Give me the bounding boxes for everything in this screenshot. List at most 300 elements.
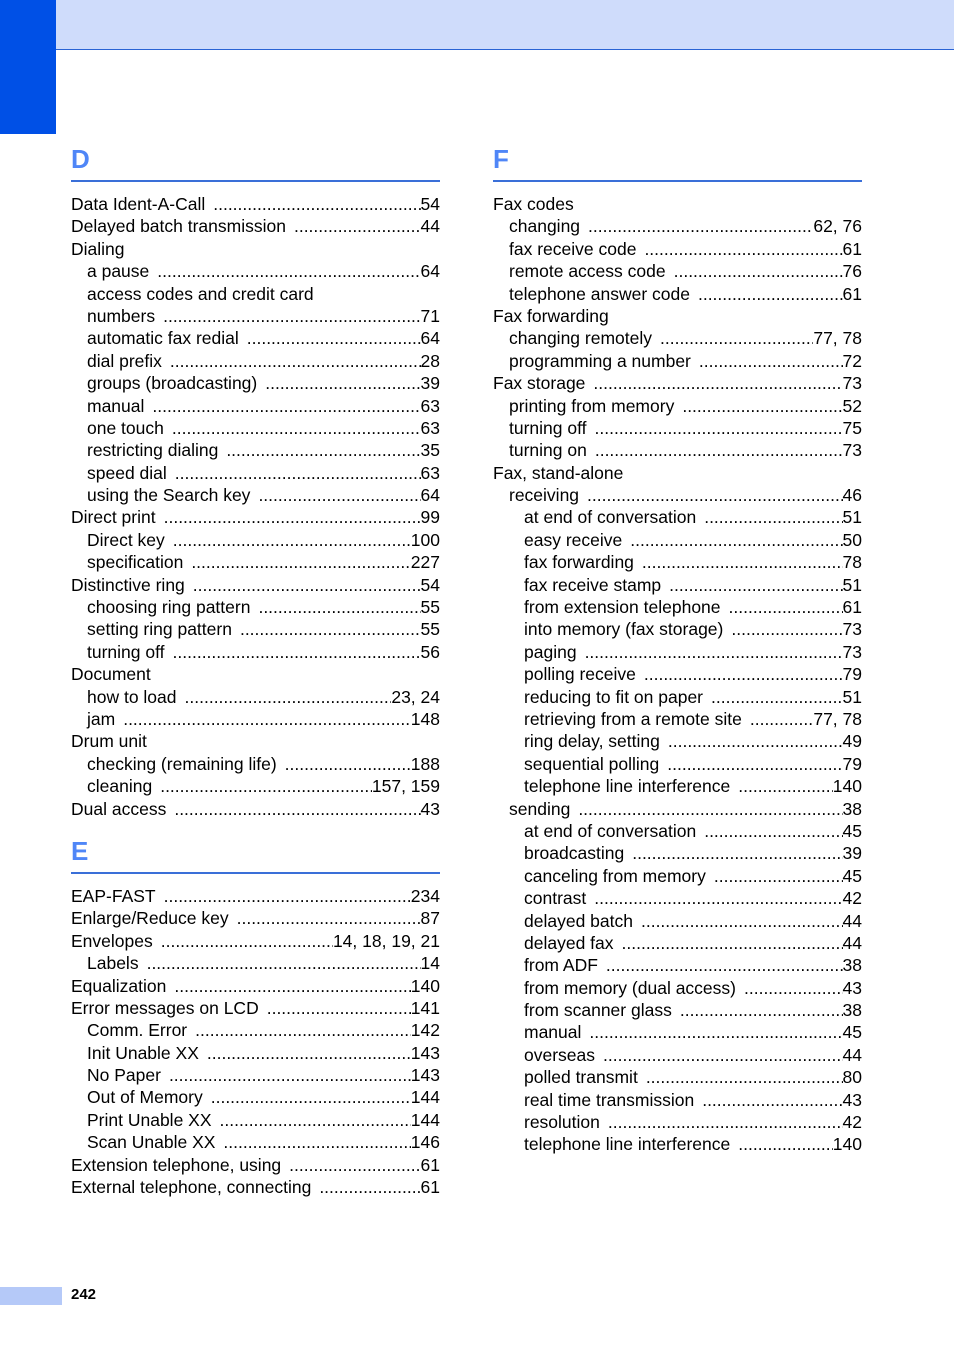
index-entry	[71, 574, 440, 596]
dot-leader	[211, 1086, 411, 1108]
page-reference[interactable]: 28	[420, 350, 440, 371]
page-reference[interactable]: 73	[842, 440, 862, 461]
index-entry	[71, 775, 440, 797]
page-reference[interactable]: 64	[420, 261, 440, 282]
index-entry	[71, 484, 440, 506]
index-term: contrast	[524, 888, 587, 909]
index-term: broadcasting	[524, 843, 625, 864]
page-reference[interactable]: 61	[842, 597, 862, 618]
index-entry	[71, 730, 440, 752]
index-entry	[493, 708, 862, 730]
index-term: turning off	[509, 417, 587, 438]
index-entry	[493, 999, 862, 1021]
page-reference[interactable]: 71	[420, 305, 440, 326]
dot-leader	[258, 484, 420, 506]
dot-leader	[603, 1044, 843, 1066]
dot-leader	[265, 372, 420, 394]
index-entry	[71, 439, 440, 461]
index-entry	[493, 395, 862, 417]
index-term: one touch	[87, 417, 164, 438]
page-reference[interactable]: 80	[842, 1067, 862, 1088]
index-term: a pause	[87, 261, 150, 282]
dot-leader	[195, 1019, 411, 1041]
index-entry	[493, 506, 862, 528]
index-entry	[71, 1019, 440, 1041]
dot-leader	[642, 551, 843, 573]
index-entry	[493, 1133, 862, 1155]
dot-leader	[668, 730, 843, 752]
page-reference[interactable]: 50	[842, 529, 862, 550]
page-reference[interactable]: 45	[842, 865, 862, 886]
dot-leader	[594, 887, 842, 909]
dot-leader	[680, 999, 843, 1021]
dot-leader	[193, 574, 421, 596]
index-term: Scan Unable XX	[87, 1132, 216, 1153]
dot-leader	[175, 462, 421, 484]
page-reference[interactable]: 63	[420, 417, 440, 438]
dot-leader	[699, 350, 843, 372]
page-reference[interactable]: 42	[842, 888, 862, 909]
index-term: automatic fax redial	[87, 328, 239, 349]
index-term: Direct key	[87, 529, 165, 550]
index-term: groups (broadcasting)	[87, 373, 258, 394]
page-reference[interactable]: 44	[842, 910, 862, 931]
page-reference[interactable]: 144	[410, 1109, 440, 1130]
dot-leader	[608, 1111, 843, 1133]
index-entry	[71, 975, 440, 997]
index-term: changing remotely	[509, 328, 652, 349]
index-section-header	[71, 832, 440, 874]
dot-leader	[593, 372, 842, 394]
index-column-right	[493, 140, 862, 1156]
index-term: EAP-FAST	[71, 885, 156, 906]
index-entry	[71, 686, 440, 708]
page-reference[interactable]: 73	[842, 373, 862, 394]
index-entry	[71, 1086, 440, 1108]
index-term: Fax storage	[493, 373, 586, 394]
page-reference[interactable]: 100	[410, 529, 440, 550]
index-entry	[493, 193, 862, 215]
index-entry	[493, 350, 862, 372]
index-entry	[71, 283, 440, 305]
dot-leader	[157, 260, 420, 282]
dot-leader	[319, 1176, 420, 1198]
page-reference[interactable]: 76	[842, 261, 862, 282]
page-reference[interactable]: 148	[410, 708, 440, 729]
dot-leader	[622, 932, 843, 954]
dot-leader	[644, 238, 842, 260]
page-reference[interactable]: 72	[842, 350, 862, 371]
index-term: from extension telephone	[524, 597, 721, 618]
index-entry	[493, 910, 862, 932]
page-reference[interactable]: 140	[832, 1134, 862, 1155]
index-entry	[493, 753, 862, 775]
index-term: receiving	[509, 485, 580, 506]
index-entry	[493, 686, 862, 708]
index-term: Distinctive ring	[71, 574, 185, 595]
index-term: ring delay, setting	[524, 731, 660, 752]
index-term: Equalization	[71, 975, 167, 996]
page-reference[interactable]: 146	[410, 1132, 440, 1153]
index-entry	[71, 462, 440, 484]
page-reference[interactable]: 49	[842, 731, 862, 752]
index-entry	[493, 977, 862, 999]
index-term: from scanner glass	[524, 1000, 672, 1021]
index-entry	[493, 954, 862, 976]
index-term: checking (remaining life)	[87, 753, 277, 774]
page-reference[interactable]: 14, 18, 19, 21	[332, 930, 440, 951]
index-term: delayed batch	[524, 910, 633, 931]
index-entry	[493, 1089, 862, 1111]
index-term: Fax, stand-alone	[493, 462, 624, 483]
index-entry	[493, 842, 862, 864]
index-term: programming a number	[509, 350, 691, 371]
index-term: how to load	[87, 686, 177, 707]
dot-leader	[226, 439, 420, 461]
index-entry	[71, 395, 440, 417]
dot-leader	[585, 641, 843, 663]
page-reference[interactable]: 43	[842, 1089, 862, 1110]
page-reference[interactable]: 38	[842, 955, 862, 976]
page-reference[interactable]: 63	[420, 395, 440, 416]
dot-leader	[160, 775, 372, 797]
dot-leader	[247, 327, 421, 349]
index-term: restricting dialing	[87, 440, 219, 461]
index-term: at end of conversation	[524, 507, 697, 528]
index-entry	[71, 1042, 440, 1064]
index-entry	[71, 997, 440, 1019]
dot-leader	[738, 1133, 833, 1155]
index-entry	[71, 663, 440, 685]
index-term: manual	[87, 395, 145, 416]
dot-leader	[172, 417, 421, 439]
page-reference[interactable]: 38	[842, 798, 862, 819]
index-entry	[71, 238, 440, 260]
page-reference[interactable]: 44	[420, 216, 440, 237]
page-reference[interactable]: 54	[420, 574, 440, 595]
page-reference[interactable]: 87	[420, 908, 440, 929]
index-entry	[71, 1154, 440, 1176]
page-reference[interactable]: 14	[420, 953, 440, 974]
page-reference[interactable]: 78	[842, 552, 862, 573]
page-reference[interactable]: 55	[420, 619, 440, 640]
dot-leader	[698, 283, 843, 305]
index-term: Enlarge/Reduce key	[71, 908, 229, 929]
index-term: Data Ident-A-Call	[71, 194, 206, 214]
page-reference[interactable]: 42	[842, 1112, 862, 1133]
footer-page-band	[0, 1287, 62, 1305]
index-entry	[493, 618, 862, 640]
index-term: using the Search key	[87, 485, 251, 506]
section-letter: E	[71, 835, 89, 866]
dot-leader	[674, 260, 843, 282]
index-term: polled transmit	[524, 1067, 638, 1088]
dot-leader	[164, 506, 421, 528]
index-entry	[71, 1064, 440, 1086]
dot-leader	[731, 618, 842, 640]
index-term: numbers	[87, 305, 156, 326]
index-term: setting ring pattern	[87, 619, 232, 640]
index-entry	[493, 551, 862, 573]
index-entry	[493, 372, 862, 394]
page-reference[interactable]: 73	[842, 619, 862, 640]
index-entry	[493, 1021, 862, 1043]
dot-leader	[714, 865, 843, 887]
dot-leader	[750, 708, 813, 730]
index-term: easy receive	[524, 529, 623, 550]
index-entry	[493, 1111, 862, 1133]
index-term: speed dial	[87, 462, 167, 483]
index-term: jam	[87, 708, 116, 729]
dot-leader	[632, 842, 842, 864]
index-term: polling receive	[524, 664, 636, 685]
dot-leader	[285, 753, 411, 775]
section-gap	[71, 820, 440, 832]
index-entry	[493, 798, 862, 820]
index-term: Dialing	[71, 238, 125, 259]
dot-leader	[174, 975, 410, 997]
section-letter: F	[493, 144, 509, 174]
page-reference[interactable]: 64	[420, 328, 440, 349]
index-term: access codes and credit card	[87, 283, 314, 304]
dot-leader	[164, 885, 411, 907]
index-term: Fax codes	[493, 194, 574, 214]
index-entry	[493, 730, 862, 752]
dot-leader	[660, 327, 813, 349]
index-term: Envelopes	[71, 930, 153, 951]
index-term: External telephone, connecting	[71, 1177, 312, 1198]
index-entry	[71, 260, 440, 282]
page-reference[interactable]: 44	[842, 1044, 862, 1065]
index-entry	[493, 238, 862, 260]
page-reference[interactable]: 39	[420, 373, 440, 394]
page-reference[interactable]: 61	[842, 283, 862, 304]
index-entry	[493, 1066, 862, 1088]
dot-leader	[595, 417, 843, 439]
index-term: changing	[509, 216, 581, 237]
index-term: retrieving from a remote site	[524, 708, 742, 729]
dot-leader	[169, 1064, 411, 1086]
index-entry	[493, 775, 862, 797]
index-entry	[71, 641, 440, 663]
page-reference[interactable]: 61	[842, 238, 862, 259]
page-reference[interactable]: 75	[842, 417, 862, 438]
dot-leader	[702, 1089, 842, 1111]
dot-leader	[667, 753, 842, 775]
index-entry	[71, 551, 440, 573]
page-reference[interactable]: 43	[842, 977, 862, 998]
page-reference[interactable]: 64	[420, 485, 440, 506]
page-reference[interactable]: 79	[842, 664, 862, 685]
dot-leader	[589, 1021, 842, 1043]
index-entry	[493, 1044, 862, 1066]
index-term: Fax forwarding	[493, 305, 609, 326]
index-column-left	[71, 140, 440, 1198]
page-reference[interactable]: 73	[842, 641, 862, 662]
index-term: specification	[87, 552, 184, 573]
index-term: fax forwarding	[524, 552, 634, 573]
index-term: No Paper	[87, 1065, 161, 1086]
dot-leader	[644, 663, 843, 685]
page-reference[interactable]: 188	[410, 753, 440, 774]
dot-leader	[240, 618, 421, 640]
index-entry	[71, 305, 440, 327]
dot-leader	[711, 686, 843, 708]
dot-leader	[147, 952, 421, 974]
index-section-header	[493, 140, 862, 182]
page-reference[interactable]: 61	[420, 1154, 440, 1175]
index-term: printing from memory	[509, 395, 675, 416]
page-reference[interactable]: 141	[410, 997, 440, 1018]
index-term: remote access code	[509, 261, 666, 282]
dot-leader	[641, 910, 843, 932]
page-reference[interactable]: 234	[410, 885, 440, 906]
index-entry	[71, 885, 440, 907]
index-entry	[493, 260, 862, 282]
chapter-tab-marker	[0, 0, 56, 134]
page-reference[interactable]: 144	[410, 1087, 440, 1108]
index-term: Labels	[87, 953, 139, 974]
index-term: Drum unit	[71, 731, 147, 752]
index-term: Error messages on LCD	[71, 997, 259, 1018]
dot-leader	[630, 529, 842, 551]
page-reference[interactable]: 227	[410, 552, 440, 573]
dot-leader	[170, 350, 421, 372]
index-entry	[71, 417, 440, 439]
index-entry	[71, 618, 440, 640]
page-reference[interactable]: 77, 78	[813, 328, 862, 349]
header-band	[0, 0, 954, 50]
page-reference[interactable]: 77, 78	[813, 708, 862, 729]
dot-leader	[173, 529, 411, 551]
page-reference[interactable]: 52	[842, 395, 862, 416]
page-reference[interactable]: 56	[420, 641, 440, 662]
index-term: at end of conversation	[524, 820, 697, 841]
dot-leader	[669, 574, 842, 596]
index-term: into memory (fax storage)	[524, 619, 724, 640]
index-term: manual	[524, 1022, 582, 1043]
dot-leader	[294, 215, 421, 237]
dot-leader	[682, 395, 842, 417]
page-reference[interactable]: 39	[842, 843, 862, 864]
index-term: canceling from memory	[524, 865, 706, 886]
page-reference[interactable]: 23, 24	[391, 686, 440, 707]
index-entry	[493, 596, 862, 618]
index-entry	[493, 484, 862, 506]
index-term: overseas	[524, 1044, 596, 1065]
page-reference[interactable]: 45	[842, 1022, 862, 1043]
index-term: resolution	[524, 1112, 600, 1133]
index-entry	[71, 193, 440, 215]
dot-leader	[123, 708, 411, 730]
section-letter: D	[71, 144, 90, 174]
page-reference[interactable]: 51	[842, 686, 862, 707]
index-term: dial prefix	[87, 350, 162, 371]
dot-leader	[191, 551, 410, 573]
index-term: Init Unable XX	[87, 1042, 199, 1063]
page-reference[interactable]: 43	[420, 798, 440, 819]
index-entry	[493, 305, 862, 327]
index-entry	[71, 753, 440, 775]
index-section-header	[71, 140, 440, 182]
page-reference[interactable]: 143	[410, 1065, 440, 1086]
page-reference[interactable]: 51	[842, 574, 862, 595]
dot-leader	[606, 954, 843, 976]
page-reference[interactable]: 142	[410, 1020, 440, 1041]
index-entry	[71, 1109, 440, 1131]
index-entry	[493, 865, 862, 887]
dot-leader	[646, 1066, 843, 1088]
page-reference[interactable]: 157, 159	[371, 776, 440, 797]
page-reference[interactable]: 63	[420, 462, 440, 483]
dot-leader	[744, 977, 843, 999]
index-entry	[71, 1131, 440, 1153]
index-term: Out of Memory	[87, 1087, 203, 1108]
index-term: telephone line interference	[524, 776, 731, 797]
page-reference[interactable]: 54	[420, 194, 440, 214]
index-term: Extension telephone, using	[71, 1154, 282, 1175]
dot-leader	[163, 305, 420, 327]
page-reference[interactable]: 44	[842, 932, 862, 953]
index-entry	[493, 327, 862, 349]
page-reference[interactable]: 140	[832, 776, 862, 797]
index-term: real time transmission	[524, 1089, 695, 1110]
dot-leader	[258, 596, 420, 618]
index-entry	[493, 283, 862, 305]
page-reference[interactable]: 51	[842, 507, 862, 528]
index-entry	[493, 820, 862, 842]
dot-leader	[174, 798, 420, 820]
page-number: 242	[71, 1286, 97, 1303]
page-reference[interactable]: 45	[842, 820, 862, 841]
page-reference[interactable]: 62, 76	[813, 216, 862, 237]
index-entry	[493, 439, 862, 461]
dot-leader	[207, 1042, 411, 1064]
index-entry	[71, 907, 440, 929]
page-reference[interactable]: 140	[410, 975, 440, 996]
index-term: from memory (dual access)	[524, 977, 736, 998]
index-term: sequential polling	[524, 753, 660, 774]
index-entry	[493, 574, 862, 596]
dot-leader	[588, 215, 813, 237]
page-reference[interactable]: 35	[420, 440, 440, 461]
page-reference[interactable]: 46	[842, 485, 862, 506]
index-term: fax receive stamp	[524, 574, 662, 595]
index-entry	[71, 215, 440, 237]
page-reference[interactable]: 38	[842, 1000, 862, 1021]
index-entry	[71, 327, 440, 349]
index-term: Print Unable XX	[87, 1109, 212, 1130]
index-entry	[493, 215, 862, 237]
index-term: Delayed batch transmission	[71, 216, 286, 237]
index-entry	[493, 663, 862, 685]
dot-leader	[237, 907, 421, 929]
index-term: paging	[524, 641, 577, 662]
page-reference[interactable]: 55	[420, 597, 440, 618]
index-term: turning on	[509, 440, 587, 461]
index-entry	[71, 596, 440, 618]
index-entry	[71, 708, 440, 730]
dot-leader	[704, 506, 842, 528]
page-reference[interactable]: 79	[842, 753, 862, 774]
page-reference[interactable]: 143	[410, 1042, 440, 1063]
index-term: Direct print	[71, 507, 156, 528]
page-reference[interactable]: 61	[420, 1177, 440, 1198]
index-entry	[71, 798, 440, 820]
dot-leader	[220, 1109, 411, 1131]
index-term: Comm. Error	[87, 1020, 188, 1041]
page-reference[interactable]: 99	[420, 507, 440, 528]
